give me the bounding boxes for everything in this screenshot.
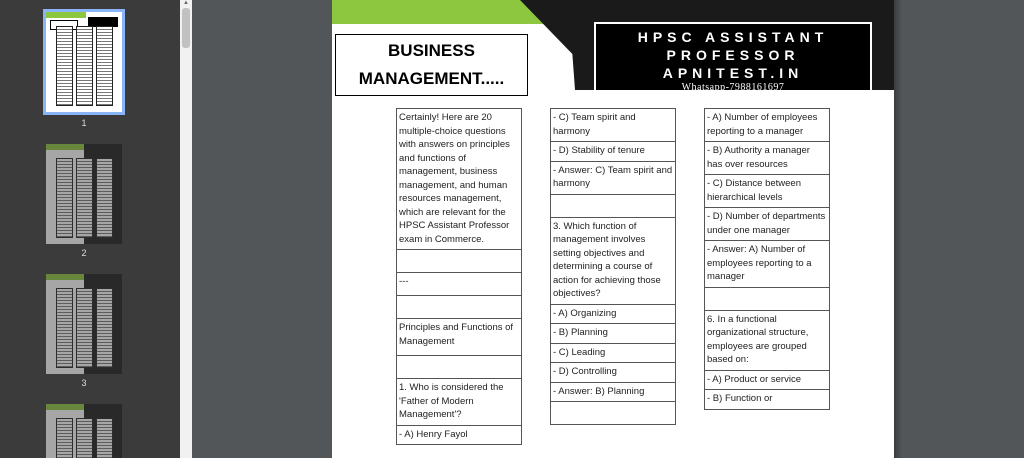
column-cell: - Answer: C) Team spirit and harmony: [551, 162, 675, 195]
title-line-2: MANAGEMENT.....: [358, 69, 505, 88]
page-shadow: [894, 0, 902, 458]
column-cell: 6. In a functional organizational structure, employees are grouped based on:: [705, 311, 829, 371]
column-cell: - A) Organizing: [551, 305, 675, 325]
column-cell: 3. Which function of management involves setting objectives and determining a course of action for achieving those objectives?: [551, 218, 675, 305]
column-cell: - A) Henry Fayol: [397, 426, 521, 446]
thumb-column: [76, 418, 93, 458]
thumb-column: [96, 158, 113, 238]
column-cell: - D) Controlling: [551, 363, 675, 383]
sidebar-scrollbar-track[interactable]: [180, 0, 192, 458]
thumb-column: [56, 26, 73, 106]
page-thumbnail-3[interactable]: [46, 274, 122, 374]
text-column-1: [396, 108, 522, 445]
column-cell: - B) Planning: [551, 324, 675, 344]
brand-line-3: APNITEST.IN: [662, 65, 804, 81]
column-cell: [397, 296, 521, 319]
column-cell: - D) Number of departments under one manager: [705, 208, 829, 241]
title-box: [335, 34, 528, 96]
brand-line-2: PROFESSOR: [666, 47, 800, 63]
column-cell: - A) Product or service: [705, 371, 829, 391]
thumb-column: [96, 288, 113, 368]
text-column-3: [704, 108, 830, 410]
column-cell: 1. Who is considered the 'Father of Modern Management'?: [397, 379, 521, 426]
thumb-column: [76, 26, 93, 106]
column-cell: [397, 356, 521, 379]
thumb-green-band: [46, 12, 86, 18]
page-thumbnail-2[interactable]: [46, 144, 122, 244]
brand-line-1: HPSC ASSISTANT: [637, 29, 829, 45]
column-cell: Certainly! Here are 20 multiple-choice questions with answers on principles and functions of management, business management, and human resources management, which are relevant for the HPSC Assistant Professor exam in Commerce.: [397, 108, 521, 250]
column-cell: - B) Function or: [705, 390, 829, 410]
column-cell: - D) Stability of tenure: [551, 142, 675, 162]
brand-whatsapp: Whatsapp-7988161697: [681, 82, 785, 93]
column-cell: - Answer: B) Planning: [551, 383, 675, 403]
thumb-column: [96, 418, 113, 458]
thumbnail-sidebar: [0, 0, 180, 458]
thumb-column: [76, 288, 93, 368]
page-thumbnail-4[interactable]: [46, 404, 122, 458]
thumbnail-page-number: 2: [81, 248, 87, 258]
column-cell: - C) Distance between hierarchical levels: [705, 175, 829, 208]
column-cell: - B) Authority a manager has over resources: [705, 142, 829, 175]
brand-box: [594, 22, 872, 92]
thumb-column: [56, 158, 73, 238]
column-cell: [705, 288, 829, 311]
thumb-column: [76, 158, 93, 238]
thumb-column: [96, 26, 113, 106]
thumb-green-band: [46, 144, 86, 150]
thumb-column: [56, 418, 73, 458]
thumb-column: [56, 288, 73, 368]
column-cell: - C) Team spirit and harmony: [551, 108, 675, 142]
thumb-green-band: [46, 404, 86, 410]
column-cell: - Answer: A) Number of employees reporting to a manager: [705, 241, 829, 288]
thumbnail-page-number: 1: [81, 118, 87, 128]
thumbnail-page-number: 3: [81, 378, 87, 388]
column-cell: - A) Number of employees reporting to a manager: [705, 108, 829, 142]
title-line-1: BUSINESS: [388, 41, 475, 60]
column-cell: ---: [397, 273, 521, 296]
text-column-2: [550, 108, 676, 425]
column-cell: Principles and Functions of Management: [397, 319, 521, 356]
page-thumbnail-1[interactable]: [46, 12, 122, 112]
column-cell: - C) Leading: [551, 344, 675, 364]
scroll-up-arrow-icon[interactable]: ▲: [183, 0, 189, 6]
thumb-green-band: [46, 274, 86, 280]
column-cell: [551, 402, 675, 425]
column-cell: [397, 250, 521, 273]
document-page: [332, 0, 894, 458]
column-cell: [551, 195, 675, 218]
sidebar-scrollbar-thumb[interactable]: [182, 8, 190, 48]
